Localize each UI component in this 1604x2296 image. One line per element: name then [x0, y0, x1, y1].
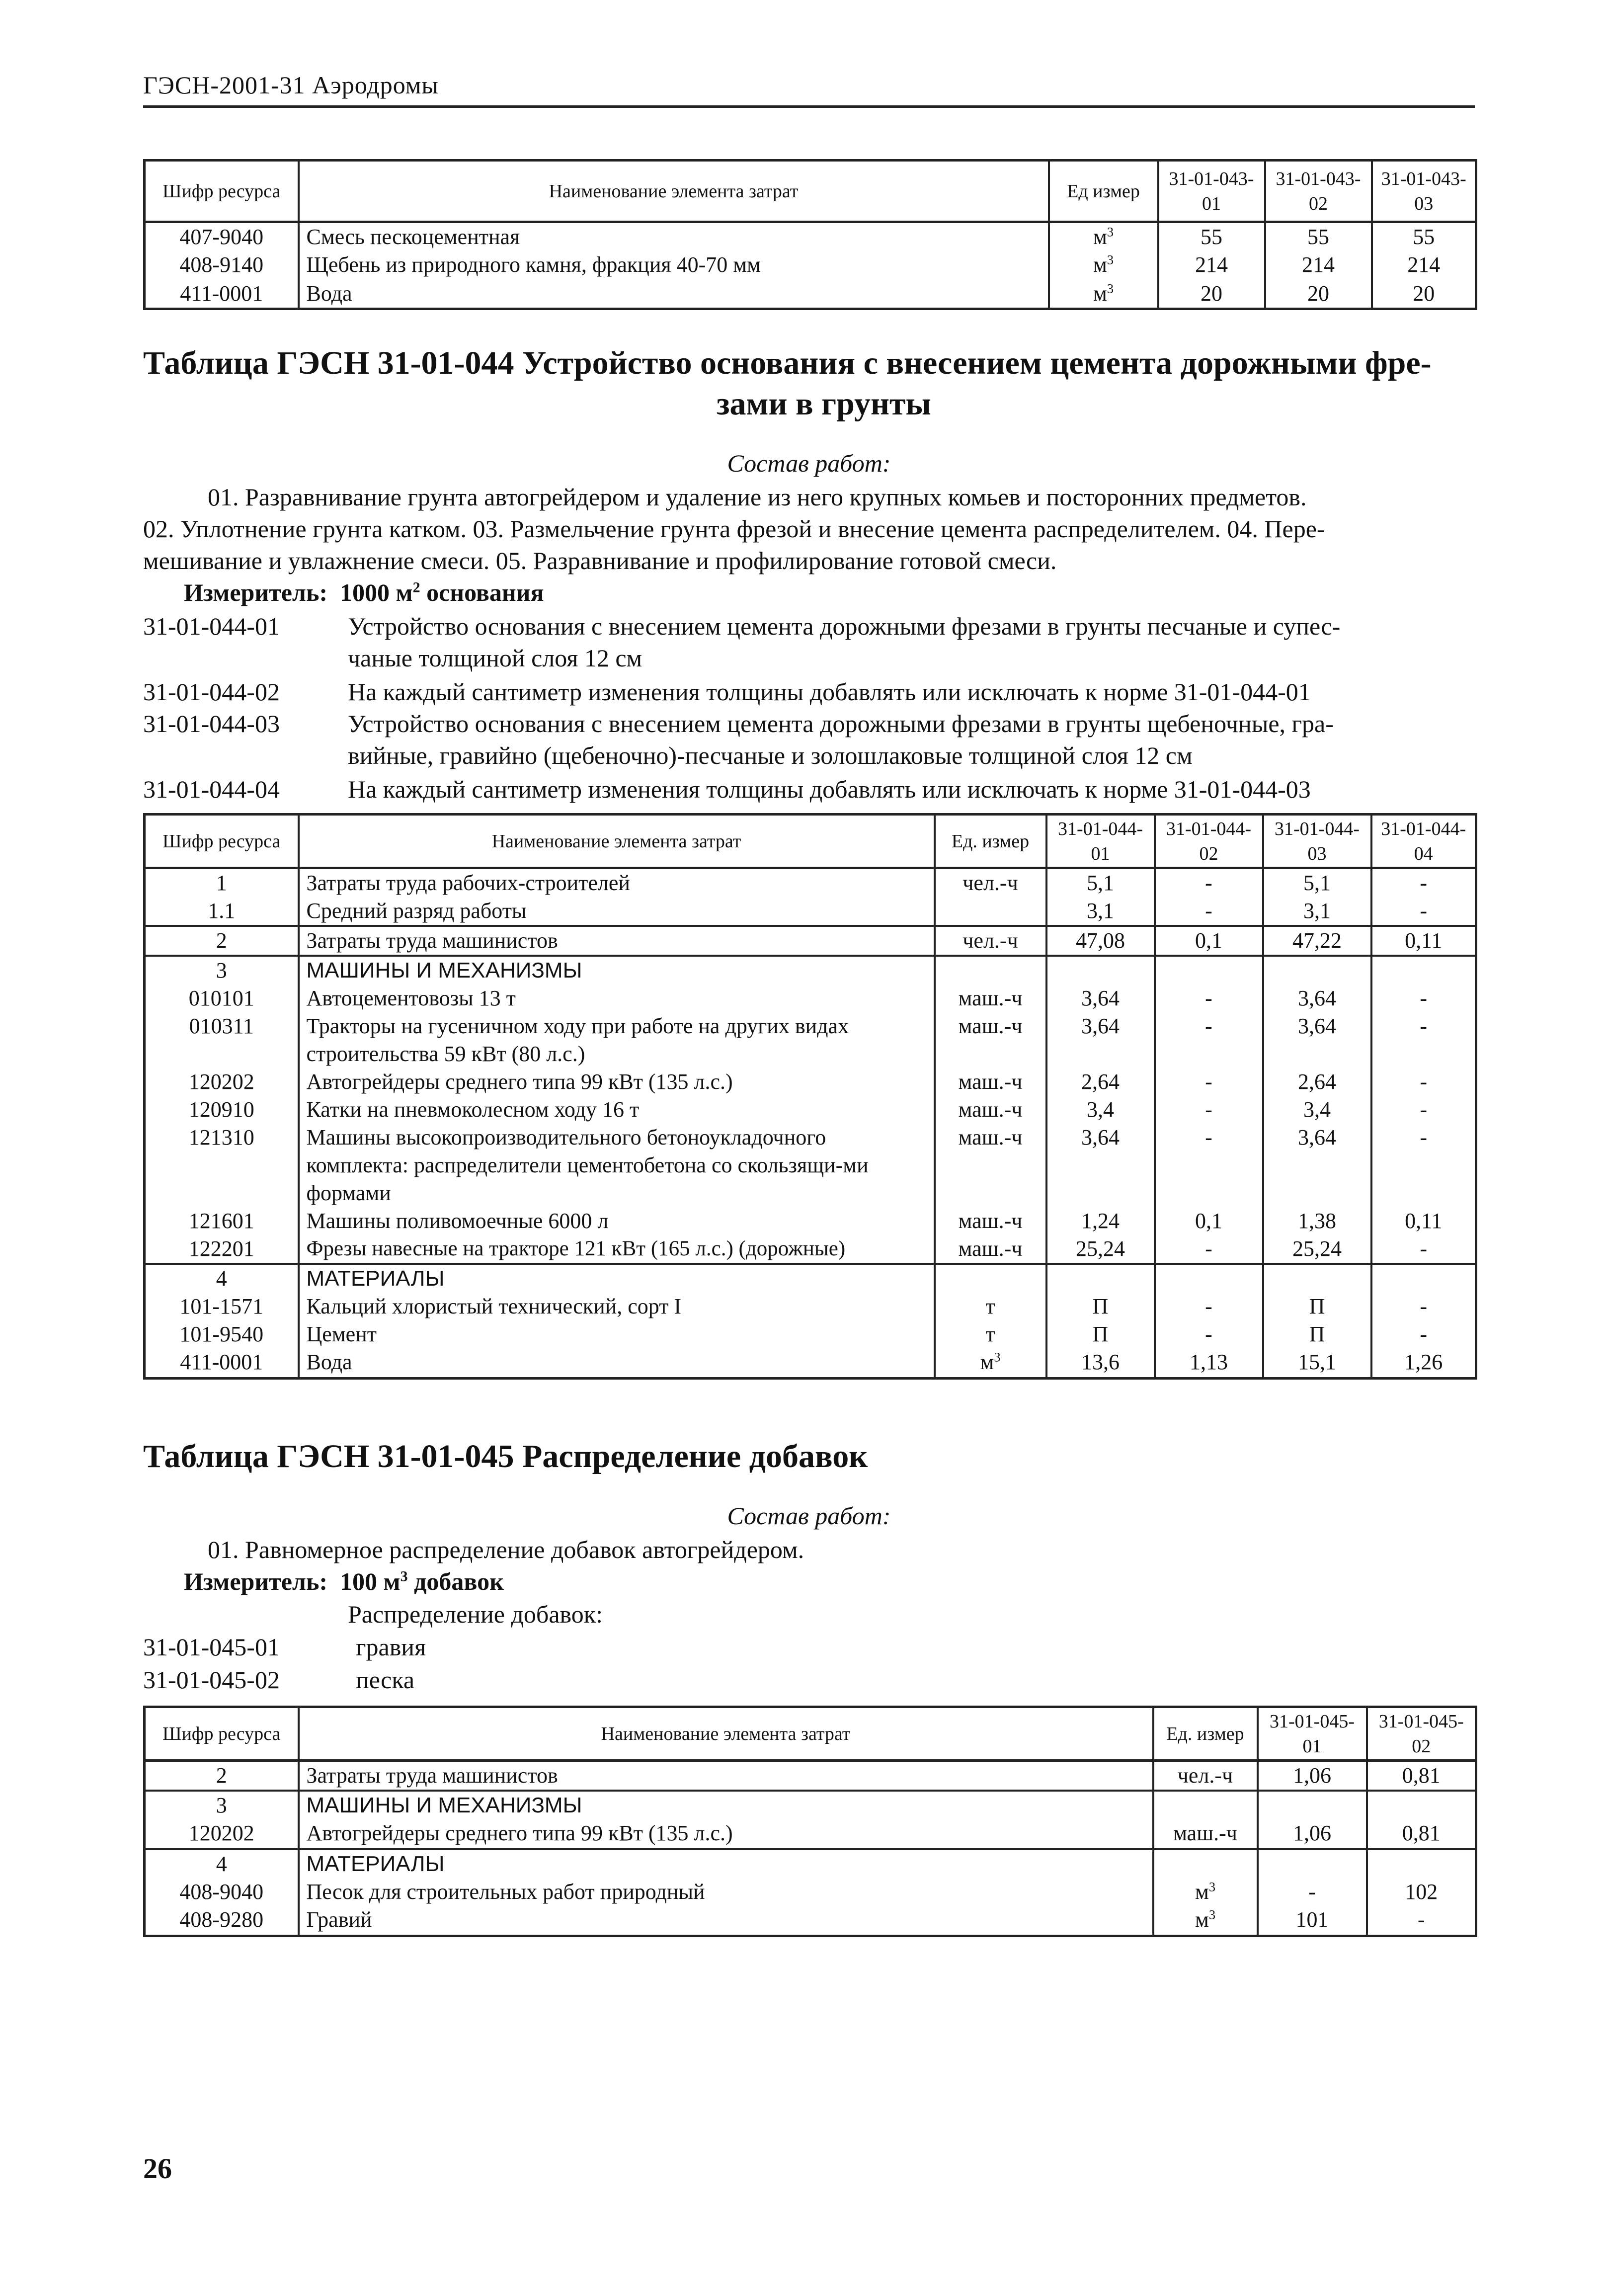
header-rule — [143, 105, 1475, 108]
col-header-code: Шифр ресурса — [145, 1707, 299, 1761]
table-row: 411-0001 Вода $м^3$ 20 20 20 — [145, 280, 1476, 309]
table-row: 010101 Автоцементовозы 13 т маш.-ч 3,64 - 3,64 - — [145, 984, 1476, 1012]
col-header-norm: 31-01-044-04 — [1371, 815, 1476, 868]
table-row: 120202 Автогрейдеры среднего типа 99 кВт (135 л.с.) маш.-ч 1,06 0,81 — [145, 1819, 1476, 1849]
table-row: 1.1 Средний разряд работы 3,1 - 3,1 - — [145, 897, 1476, 926]
table-row: 2 Затраты труда машинистов чел.-ч 1,06 0,81 — [145, 1761, 1476, 1791]
col-header-norm: 31-01-044-01 — [1046, 815, 1155, 868]
col-header-name: Наименование элемента затрат — [299, 815, 935, 868]
work-composition-text: 01. Равномерное распределение добавок автогрейдером. — [208, 1536, 804, 1563]
table-row: 4 МАТЕРИАЛЫ — [145, 1849, 1476, 1878]
table-row: 101-1571 Кальций хлористый технический, сорт I т П - П - — [145, 1293, 1476, 1320]
norm-code: 31-01-044-04 — [143, 775, 280, 803]
col-header-norm: 31-01-044-03 — [1263, 815, 1371, 868]
norm-text: Устройство основания с внесением цемента дорожными фрезами в грунты щебеночные, гра- вийные, гравийно (щебеночно)-песчаные и золошлаковые толщиной слоя 12 см — [348, 710, 1334, 769]
norm-text: Устройство основания с внесением цемента дорожными фрезами в грунты песчаные и супес- чаные толщиной слоя 12 см — [348, 612, 1341, 672]
table-row: 120910 Катки на пневмоколесном ходу 16 т маш.-ч 3,4 - 3,4 - — [145, 1096, 1476, 1124]
col-header-unit: Ед. измер — [1153, 1707, 1258, 1761]
table-row: 120202 Автогрейдеры среднего типа 99 кВт (135 л.с.) маш.-ч 2,64 - 2,64 - — [145, 1068, 1476, 1096]
table-row: 121601 Машины поливомоечные 6000 л маш.-ч 1,24 0,1 1,38 0,11 — [145, 1207, 1476, 1235]
table-row: 407-9040 Смесь пескоцементная $м^3$ 55 55 55 — [145, 222, 1476, 251]
table-row: 3 МАШИНЫ И МЕХАНИЗМЫ — [145, 1791, 1476, 1819]
norm-text: На каждый сантиметр изменения толщины добавлять или исключать к норме 31-01-044-01 — [348, 678, 1311, 706]
table-row: 010311 Тракторы на гусеничном ходу при работе на других видах строительства 59 кВт (80 л.с.) маш.-ч 3,64 - 3,64 - — [145, 1012, 1476, 1068]
table-row: 2 Затраты труда машинистов чел.-ч 47,08 0,1 47,22 0,11 — [145, 926, 1476, 956]
col-header-norm: 31-01-045-01 — [1258, 1707, 1367, 1761]
col-header-code: Шифр ресурса — [145, 815, 299, 868]
section-title-045: Таблица ГЭСН 31-01-045 Распределение добавок — [143, 1438, 868, 1475]
norm-code: 31-01-044-03 — [143, 710, 280, 738]
work-composition-label: Состав работ: — [727, 449, 891, 477]
table-row: 122201 Фрезы навесные на тракторе 121 кВт (165 л.с.) (дорожные) маш.-ч 25,24 - 25,24 - — [145, 1235, 1476, 1264]
col-header-norm: 31-01-043-03 — [1372, 161, 1476, 222]
norm-code: 31-01-045-02 — [143, 1666, 280, 1694]
meter: Измеритель: 100 $м^3$ добавок — [184, 1567, 504, 1595]
col-header-norm: 31-01-044-02 — [1155, 815, 1263, 868]
col-header-norm: 31-01-043-01 — [1158, 161, 1265, 222]
page-number: 26 — [143, 2152, 172, 2185]
table-row: 411-0001 Вода $м^3$ 13,6 1,13 15,1 1,26 — [145, 1348, 1476, 1378]
norm-code: 31-01-044-02 — [143, 678, 280, 706]
meter: Измеритель: 1000 $м^2$ основания — [184, 578, 544, 606]
table-row: 4 МАТЕРИАЛЫ — [145, 1264, 1476, 1293]
work-composition-text: 01. Разравнивание грунта автогрейдером и удаление из него крупных комьев и посторонних предметов. 02. Уплотнение грунта катком. 03. Размельчение грунта фрезой и внесение цемента распределителем. 04. Пере- мешивание и увлажнение смеси. 05. Разравнивание и профилирование готовой смеси. — [143, 483, 1325, 574]
col-header-norm: 31-01-045-02 — [1367, 1707, 1476, 1761]
col-header-name: Наименование элемента затрат — [299, 161, 1049, 222]
table-row: 3 МАШИНЫ И МЕХАНИЗМЫ — [145, 956, 1476, 984]
table-row: 408-9140 Щебень из природного камня, фракция 40-70 мм $м^3$ 214 214 214 — [145, 251, 1476, 280]
running-header: ГЭСН-2001-31 Аэродромы — [143, 71, 439, 99]
col-header-norm: 31-01-043-02 — [1265, 161, 1372, 222]
table-row: 408-9280 Гравий $м^3$ 101 - — [145, 1906, 1476, 1936]
section-title-044: Таблица ГЭСН 31-01-044 Устройство основания с внесением цемента дорожными фре- зами в грунты — [143, 345, 1432, 422]
col-header-code: Шифр ресурса — [145, 161, 299, 222]
table-31-01-045 — [143, 1706, 1477, 1937]
col-header-unit: Ед измер — [1049, 161, 1158, 222]
table-row: 1 Затраты труда рабочих-строителей чел.-ч 5,1 - 5,1 - — [145, 868, 1476, 898]
norm-code: 31-01-045-01 — [143, 1633, 280, 1661]
table-row: 408-9040 Песок для строительных работ природный $м^3$ - 102 — [145, 1878, 1476, 1906]
col-header-unit: Ед. измер — [935, 815, 1046, 868]
norm-text: На каждый сантиметр изменения толщины добавлять или исключать к норме 31-01-044-03 — [348, 775, 1311, 803]
norm-text: песка — [356, 1666, 415, 1694]
work-composition-label: Состав работ: — [727, 1502, 891, 1530]
col-header-name: Наименование элемента затрат — [299, 1707, 1153, 1761]
table-row: 121310 Машины высокопроизводительного бетоноукладочного комплекта: распределители цементобетона со скользящи-ми формами маш.-ч 3,64 - 3,64 - — [145, 1124, 1476, 1207]
table-31-01-044 — [143, 813, 1477, 1380]
norm-group-heading: Распределение добавок: — [348, 1600, 603, 1628]
table-31-01-043 — [143, 159, 1477, 310]
norm-code: 31-01-044-01 — [143, 612, 280, 640]
norm-text: гравия — [356, 1633, 426, 1661]
table-row: 101-9540 Цемент т П - П - — [145, 1320, 1476, 1348]
